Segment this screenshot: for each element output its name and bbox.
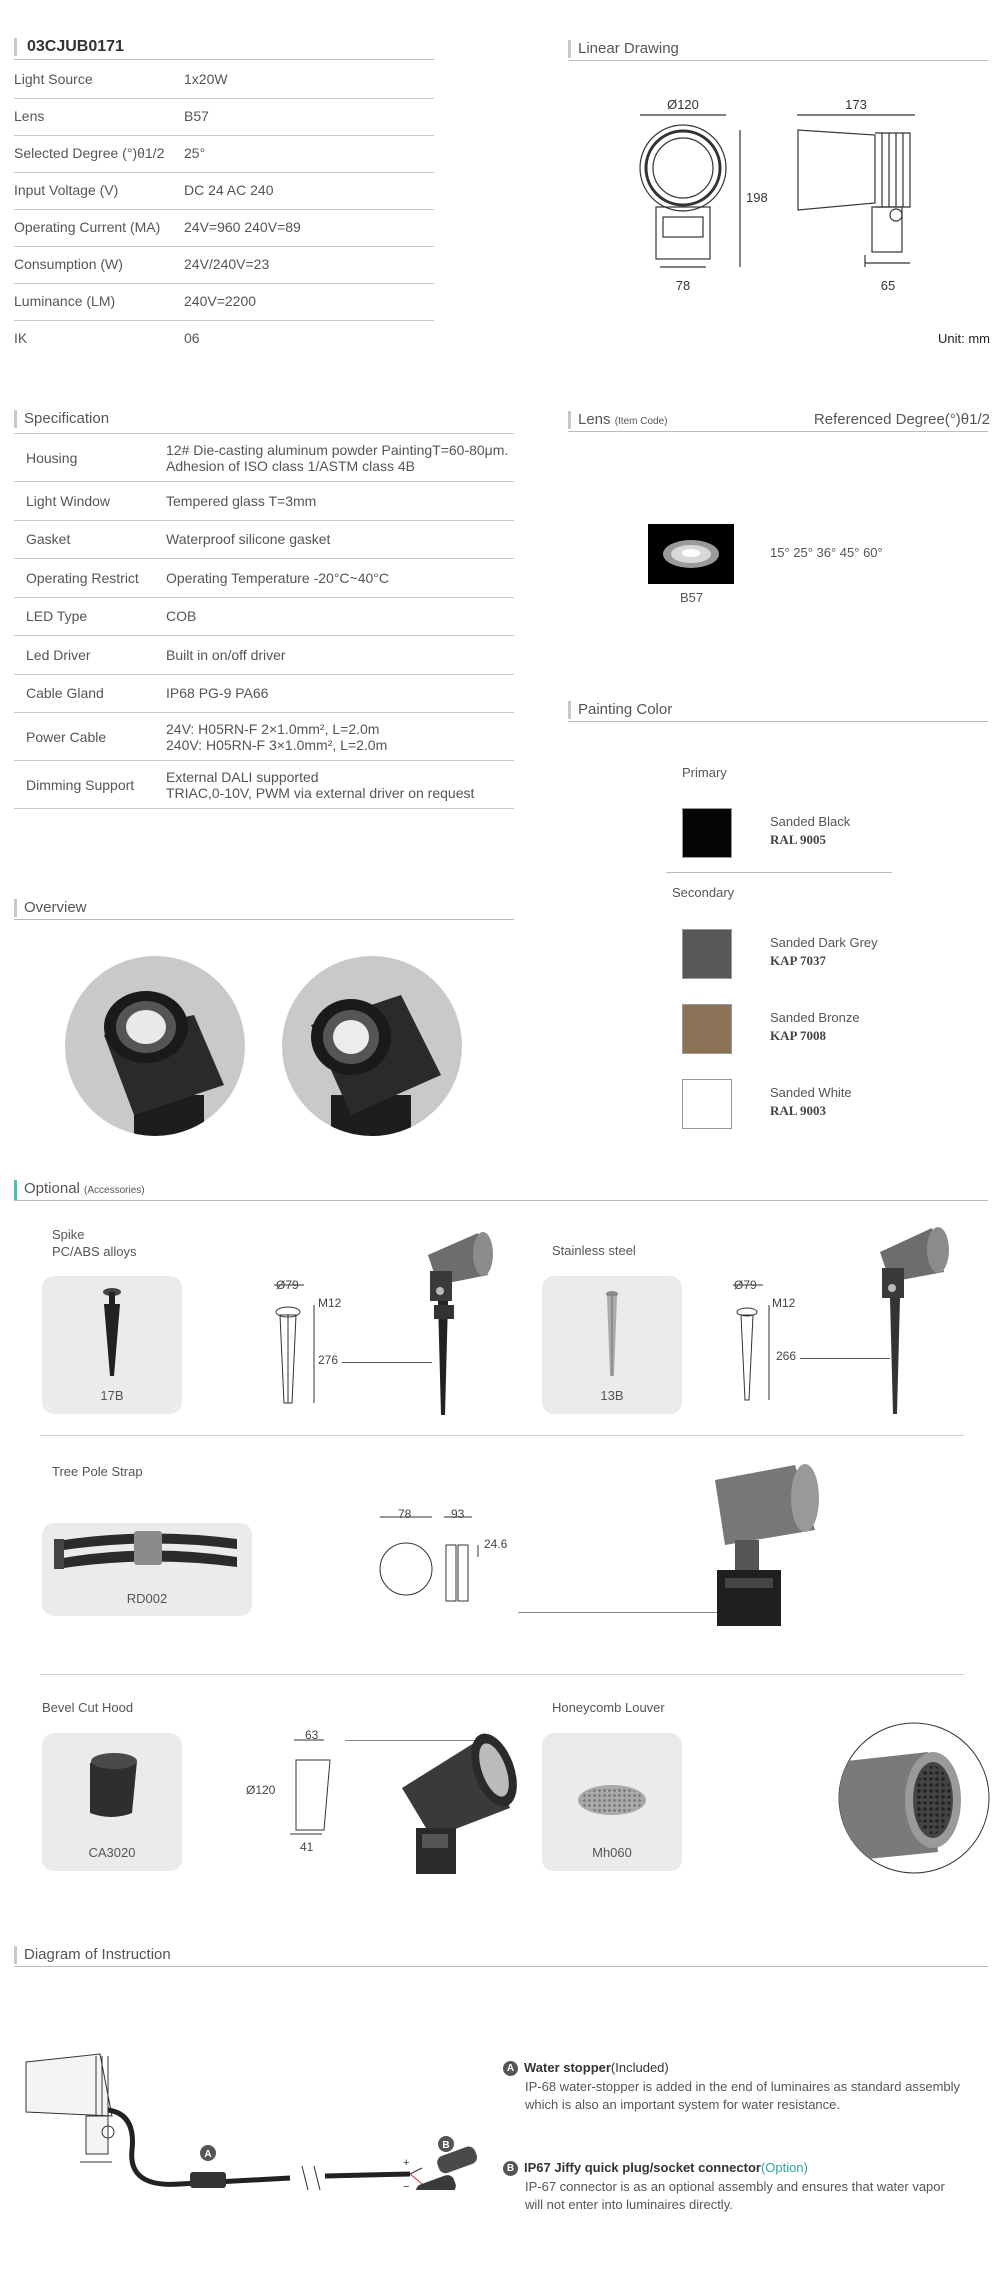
color-swatch-dark-grey bbox=[682, 929, 732, 979]
specification-value bbox=[166, 531, 330, 547]
stainless-dim-d2: M12 bbox=[772, 1296, 796, 1310]
primary-label: Primary bbox=[682, 765, 727, 780]
specification-label: Light Window bbox=[26, 492, 111, 509]
plus-sign: + bbox=[403, 2157, 410, 2169]
parameter-value: 24V=960 240V=89 bbox=[184, 219, 301, 235]
specification-value bbox=[166, 685, 268, 701]
note-connector bbox=[503, 2160, 983, 2214]
overview-title-text: Overview bbox=[24, 899, 87, 916]
stainless-product-image bbox=[860, 1218, 960, 1418]
minus-sign: − bbox=[403, 2181, 410, 2190]
hood-image-box bbox=[42, 1733, 182, 1871]
specification-label: Gasket bbox=[26, 531, 71, 548]
hood-dim-d1: 63 bbox=[305, 1728, 319, 1742]
specification-label: Power Cable bbox=[26, 728, 107, 745]
parameter-row bbox=[14, 62, 434, 99]
parameter-value: DC 24 AC 240 bbox=[184, 182, 274, 198]
parameter-value: 1x20W bbox=[184, 71, 228, 87]
specification-row bbox=[14, 598, 514, 637]
hood-title: Bevel Cut Hood bbox=[42, 1700, 134, 1715]
specification-row bbox=[14, 434, 514, 482]
specification-value-line: 240V: H05RN-F 3×1.0mm², L=2.0m bbox=[166, 736, 388, 753]
specification-row bbox=[14, 761, 514, 809]
note-a-body-1: IP-68 water-stopper is added in the end of luminaires as standard assembly bbox=[525, 2079, 961, 2095]
louver-product-image bbox=[838, 1722, 990, 1874]
parameter-row bbox=[14, 321, 434, 358]
optional-title bbox=[14, 1180, 145, 1200]
specification-value-line: 12# Die-casting aluminum powder PaintingT=60-80μm. bbox=[166, 441, 509, 458]
specification-label: Housing bbox=[26, 449, 78, 466]
diagram-label-b: B bbox=[442, 2140, 450, 2151]
parameter-label: Lens bbox=[14, 108, 45, 124]
divider bbox=[40, 1674, 964, 1675]
color-swatch-white bbox=[682, 1079, 732, 1129]
parameter-label: Operating Current (MA) bbox=[14, 219, 161, 235]
hood-drawing bbox=[286, 1730, 366, 1860]
note-b-body-2: will not enter into luminaires directly. bbox=[525, 2197, 733, 2213]
divider bbox=[40, 1435, 964, 1436]
color-name-bronze: Sanded Bronze KAP 7008 bbox=[770, 1010, 860, 1043]
color-name-black: Sanded Black RAL 9005 bbox=[770, 814, 851, 847]
dim-d4: 78 bbox=[675, 278, 691, 293]
divider bbox=[666, 872, 892, 873]
spike-image-box bbox=[42, 1276, 182, 1414]
lens-title-text: Lens bbox=[578, 411, 611, 428]
dim-d5: 65 bbox=[880, 278, 896, 293]
stainless-dim-d3: 266 bbox=[776, 1349, 797, 1363]
hood-product-image bbox=[392, 1718, 522, 1878]
color-swatch-black bbox=[682, 808, 732, 858]
painting-title-text: Painting Color bbox=[578, 701, 673, 718]
specification-row bbox=[14, 559, 514, 598]
specification-value bbox=[166, 493, 316, 509]
specification-label: Led Driver bbox=[26, 646, 91, 663]
parameter-value: B57 bbox=[184, 108, 209, 124]
divider bbox=[568, 431, 988, 432]
specification-table bbox=[14, 433, 514, 809]
note-a-body-2: which is also an important system for water resistance. bbox=[525, 2097, 841, 2113]
louver-title: Honeycomb Louver bbox=[552, 1700, 665, 1715]
spike-dim-d1: Ø79 bbox=[276, 1278, 299, 1292]
parameter-row bbox=[14, 210, 434, 247]
specification-value-line: TRIAC,0-10V, PWM via external driver on request bbox=[166, 784, 475, 801]
color-swatch-bronze bbox=[682, 1004, 732, 1054]
hood-dim-d2: Ø120 bbox=[246, 1783, 276, 1797]
linear-drawing bbox=[620, 95, 990, 305]
specification-value-line: External DALI supported bbox=[166, 768, 319, 785]
parameter-label: Consumption (W) bbox=[14, 256, 123, 272]
badge-a: A bbox=[503, 2061, 518, 2076]
spike-dim-d3: 276 bbox=[318, 1353, 339, 1367]
product-code-text: 03CJUB0171 bbox=[27, 38, 124, 55]
stainless-dim-d1: Ø79 bbox=[734, 1278, 757, 1292]
parameter-label: Selected Degree (°)θ1/2 bbox=[14, 145, 165, 161]
specification-row bbox=[14, 482, 514, 521]
parameter-label: Luminance (LM) bbox=[14, 293, 116, 309]
parameter-value: 06 bbox=[184, 330, 200, 346]
strap-dim-d2: 93 bbox=[451, 1507, 465, 1521]
specification-value-line: COB bbox=[166, 608, 197, 625]
overview-image-front bbox=[64, 955, 246, 1137]
specification-title bbox=[14, 410, 109, 428]
strap-dim-d1: 78 bbox=[398, 1507, 412, 1521]
divider bbox=[14, 59, 434, 60]
product-code bbox=[14, 38, 124, 56]
lens-icon bbox=[648, 524, 734, 584]
specification-value bbox=[166, 769, 474, 801]
parameter-row bbox=[14, 247, 434, 284]
spike-code: 17B bbox=[100, 1388, 124, 1403]
divider bbox=[568, 60, 988, 61]
specification-title-text: Specification bbox=[24, 410, 110, 427]
secondary-label: Secondary bbox=[672, 885, 735, 900]
spike-dim-d2: M12 bbox=[318, 1296, 342, 1310]
specification-label: LED Type bbox=[26, 608, 88, 625]
dim-d3: 198 bbox=[746, 190, 768, 205]
parameter-value: 240V=2200 bbox=[184, 293, 257, 309]
specification-label: Operating Restrict bbox=[26, 569, 139, 586]
linear-drawing-title-text: Linear Drawing bbox=[578, 40, 679, 57]
divider bbox=[14, 1966, 988, 1967]
specification-value bbox=[166, 647, 286, 663]
specification-value-line: Adhesion of ISO class 1/ASTM class 4B bbox=[166, 457, 415, 474]
louver-image-box bbox=[542, 1733, 682, 1871]
specification-row bbox=[14, 521, 514, 560]
divider bbox=[14, 919, 514, 920]
strap-product-image bbox=[705, 1460, 835, 1635]
specification-value bbox=[166, 608, 196, 624]
note-b-title: IP67 Jiffy quick plug/socket connector bbox=[524, 2160, 761, 2175]
louver-icon bbox=[542, 1733, 682, 1843]
unit-label: Unit: mm bbox=[938, 331, 990, 346]
parameter-row bbox=[14, 173, 434, 210]
stainless-title: Stainless steel bbox=[552, 1243, 636, 1258]
strap-code: RD002 bbox=[126, 1591, 168, 1606]
specification-label: Cable Gland bbox=[26, 685, 104, 702]
hood-code: CA3020 bbox=[88, 1845, 136, 1860]
divider bbox=[568, 721, 988, 722]
specification-value-line: Waterproof silicone gasket bbox=[166, 531, 331, 548]
optional-title-small: (Accessories) bbox=[84, 1185, 145, 1196]
specification-value-line: IP68 PG-9 PA66 bbox=[166, 685, 269, 702]
parameter-value: 25° bbox=[184, 145, 206, 161]
spike-title: Spike PC/ABS alloys bbox=[52, 1227, 137, 1259]
specification-value-line: Operating Temperature -20°C~40°C bbox=[166, 569, 390, 586]
referenced-degree-title: Referenced Degree(°)θ1/2 bbox=[813, 411, 990, 428]
instruction-title-text: Diagram of Instruction bbox=[24, 1946, 171, 1963]
instruction-diagram bbox=[20, 2050, 490, 2190]
parameter-row bbox=[14, 284, 434, 321]
strap-dim-d3: 24.6 bbox=[484, 1537, 508, 1551]
specification-value bbox=[166, 721, 387, 753]
strap-drawing bbox=[370, 1505, 510, 1605]
note-b-suffix: (Option) bbox=[760, 2160, 808, 2175]
linear-drawing-title bbox=[568, 40, 679, 58]
painting-title bbox=[568, 701, 672, 719]
note-a-title: Water stopper bbox=[524, 2060, 611, 2075]
specification-value-line: Tempered glass T=3mm bbox=[166, 492, 317, 509]
note-b-body-1: IP-67 connector is as an optional assembly and ensures that water vapor bbox=[525, 2179, 945, 2195]
dim-d2: 173 bbox=[845, 97, 867, 112]
lens-title-small: (Item Code) bbox=[614, 416, 668, 427]
diagram-label-a: A bbox=[204, 2149, 212, 2160]
lens-image bbox=[648, 524, 734, 584]
lens-title bbox=[568, 411, 668, 429]
dim-d1: Ø120 bbox=[667, 97, 699, 112]
hood-dim-d3: 41 bbox=[300, 1840, 314, 1854]
optional-title-text: Optional bbox=[24, 1180, 80, 1197]
parameter-label: IK bbox=[14, 330, 28, 346]
overview-title bbox=[14, 899, 87, 917]
stainless-code: 13B bbox=[600, 1388, 624, 1403]
specification-row bbox=[14, 636, 514, 675]
parameter-value: 24V/240V=23 bbox=[184, 256, 270, 272]
overview-image-angle bbox=[281, 955, 463, 1137]
specification-value bbox=[166, 442, 508, 474]
strap-icon bbox=[42, 1523, 252, 1583]
parameter-label: Input Voltage (V) bbox=[14, 182, 119, 198]
louver-code: Mh060 bbox=[592, 1845, 632, 1860]
specification-value-line: 24V: H05RN-F 2×1.0mm², L=2.0m bbox=[166, 720, 380, 737]
specification-row bbox=[14, 675, 514, 714]
specification-label: Dimming Support bbox=[26, 776, 135, 793]
color-name-dark-grey: Sanded Dark Grey KAP 7037 bbox=[770, 935, 878, 968]
strap-image-box bbox=[42, 1523, 252, 1616]
stainless-image-box bbox=[542, 1276, 682, 1414]
badge-b: B bbox=[503, 2161, 518, 2176]
parameter-table bbox=[14, 62, 434, 358]
leader-line bbox=[518, 1612, 728, 1613]
specification-row bbox=[14, 713, 514, 761]
specification-value-line: Built in on/off driver bbox=[166, 646, 286, 663]
parameter-row bbox=[14, 99, 434, 136]
color-name-white: Sanded White RAL 9003 bbox=[770, 1085, 852, 1118]
note-a-suffix: (Included) bbox=[610, 2060, 669, 2075]
lens-code: B57 bbox=[680, 590, 704, 605]
instruction-title bbox=[14, 1946, 171, 1964]
hood-icon bbox=[42, 1733, 182, 1843]
strap-title: Tree Pole Strap bbox=[52, 1464, 143, 1479]
specification-value bbox=[166, 570, 389, 586]
parameter-label: Light Source bbox=[14, 71, 93, 87]
lens-degrees: 15° 25° 36° 45° 60° bbox=[770, 545, 883, 560]
spike-product-image bbox=[408, 1225, 498, 1420]
note-water-stopper bbox=[503, 2060, 983, 2114]
parameter-row bbox=[14, 136, 434, 173]
divider bbox=[14, 1200, 988, 1201]
